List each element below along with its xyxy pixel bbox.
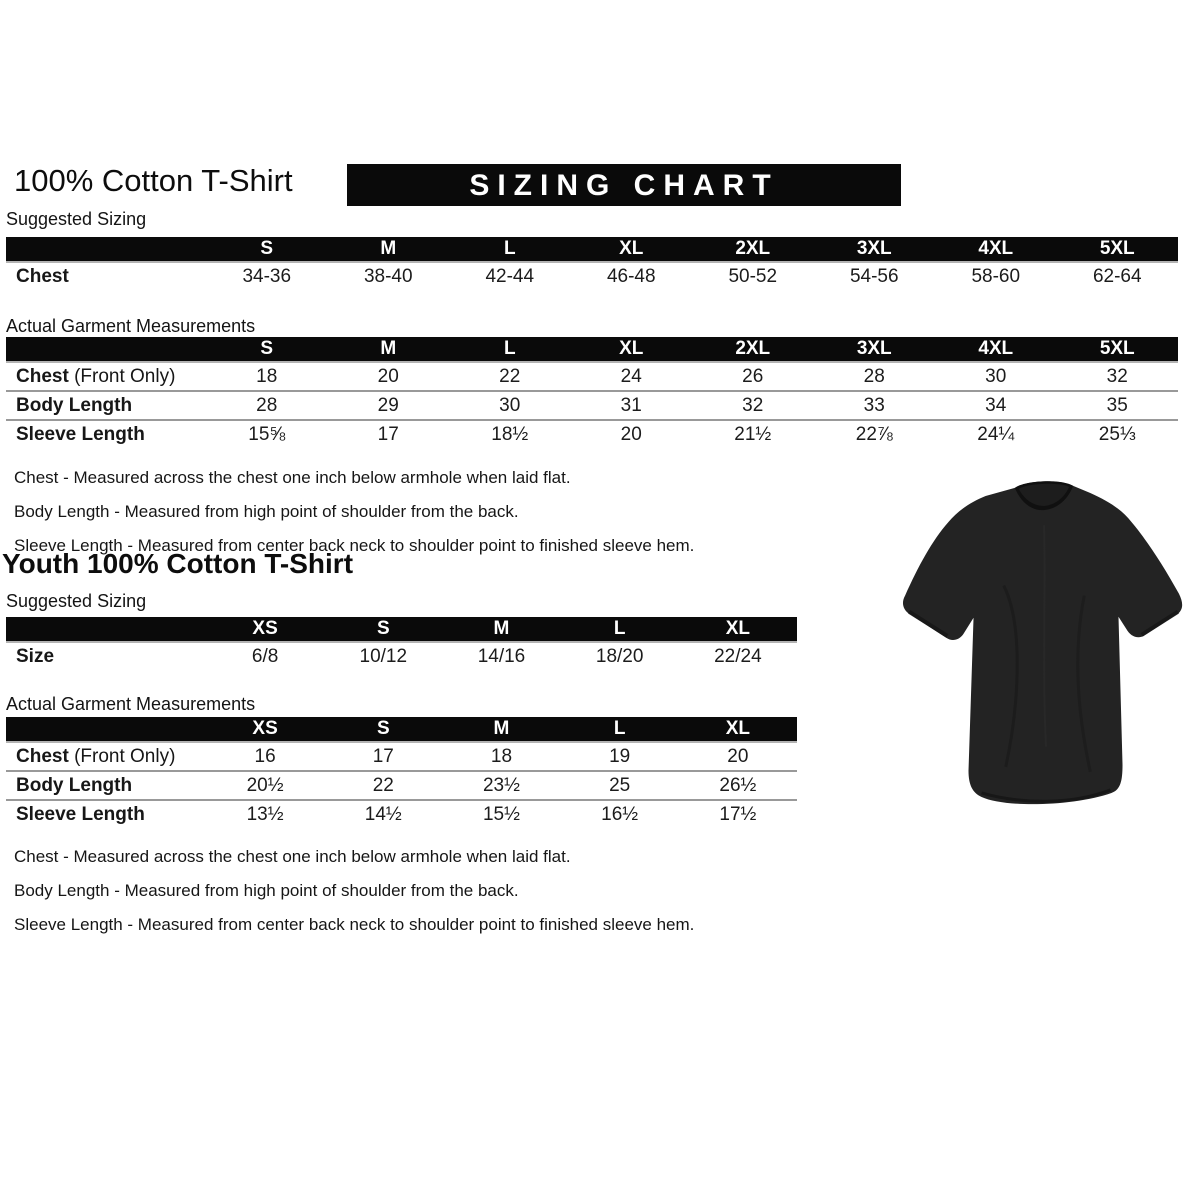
column-header-xl: XL: [725, 718, 751, 739]
column-header-s: S: [376, 618, 390, 639]
youth-title: Youth 100% Cotton T-Shirt: [2, 548, 354, 579]
youth-actual-measurements-table: [6, 717, 797, 829]
measurement-cell: 28: [863, 365, 885, 387]
note-line: Chest - Measured across the chest one inch below armhole when laid flat.: [14, 847, 571, 866]
youth-suggested-sizing-label: Suggested Sizing: [6, 591, 147, 611]
column-header-5xl: 5XL: [1099, 338, 1135, 359]
column-header-m: M: [380, 238, 397, 259]
measurement-cell: 19: [609, 745, 631, 767]
measurement-cell: 18½: [491, 424, 529, 445]
measurement-cell: 30: [499, 394, 521, 416]
measurement-cell: 26½: [719, 774, 757, 796]
measurement-cell: 22⅞: [855, 424, 893, 445]
size-header-row: [6, 337, 1178, 362]
measurement-cell: 20: [620, 424, 642, 445]
note-line: Sleeve Length - Measured from center back neck to shoulder point to finished sleeve hem.: [14, 915, 695, 934]
column-header-4xl: 4XL: [978, 338, 1014, 359]
measurement-cell: 18/20: [595, 646, 644, 667]
row-label: Chest (Front Only): [16, 365, 176, 387]
measurement-cell: 23½: [482, 774, 520, 796]
column-header-xl: XL: [619, 338, 644, 359]
measurement-cell: 42-44: [485, 266, 535, 287]
measurement-cell: 34-36: [242, 266, 292, 287]
measurement-cell: 14/16: [477, 646, 526, 667]
measurement-cell: 32: [742, 394, 764, 416]
measurement-cell: 46-48: [606, 266, 656, 287]
measurement-cell: 22: [372, 774, 394, 796]
measurement-cell: 35: [1106, 394, 1128, 416]
column-header-xs: XS: [252, 718, 278, 739]
note-line: Body Length - Measured from high point of shoulder from the back.: [14, 502, 519, 521]
measurement-cell: 6/8: [251, 646, 279, 667]
row-label: Sleeve Length: [16, 804, 145, 825]
column-header-l: L: [503, 238, 516, 259]
note-line: Body Length - Measured from high point of shoulder from the back.: [14, 881, 519, 900]
table-row: [6, 362, 1178, 391]
row-label: Size: [16, 646, 55, 667]
table-row: [6, 642, 797, 671]
column-header-m: M: [380, 338, 397, 359]
measurement-cell: 29: [377, 394, 399, 416]
measurement-cell: 15⅝: [248, 424, 286, 445]
column-header-xs: XS: [252, 618, 278, 639]
measurement-cell: 17½: [719, 804, 757, 825]
column-header-2xl: 2XL: [735, 338, 771, 359]
measurement-cell: 17: [377, 424, 399, 445]
row-label: Sleeve Length: [16, 424, 145, 445]
measurement-cell: 38-40: [363, 266, 413, 287]
measurement-cell: 20: [727, 745, 749, 767]
row-label: Body Length: [16, 774, 133, 796]
column-header-l: L: [613, 618, 626, 639]
measurement-cell: 24¼: [977, 424, 1015, 445]
tshirt-body: [903, 481, 1182, 804]
header-spacer: [6, 617, 206, 642]
youth-suggested-sizing-table: [6, 617, 797, 671]
table-row: [6, 771, 797, 800]
measurement-cell: 16½: [601, 804, 639, 825]
header-spacer: [6, 337, 206, 362]
table-row: [6, 800, 797, 829]
measurement-cell: 32: [1106, 365, 1128, 387]
column-header-m: M: [493, 618, 510, 639]
measurement-cell: 34: [985, 394, 1007, 416]
measurement-cell: 25: [609, 774, 631, 796]
measurement-cell: 16: [254, 745, 276, 767]
row-label: Chest: [16, 266, 69, 287]
column-header-m: M: [493, 718, 510, 739]
header-spacer: [6, 237, 206, 262]
column-header-s: S: [376, 718, 390, 739]
youth-actual-measurements-label: Actual Garment Measurements: [6, 694, 256, 714]
column-header-s: S: [260, 338, 274, 359]
adult-suggested-sizing-table: [6, 237, 1178, 291]
note-line: Chest - Measured across the chest one inch below armhole when laid flat.: [14, 468, 571, 487]
table-row: [6, 262, 1178, 291]
youth-measurement-notes: [14, 840, 694, 942]
column-header-2xl: 2XL: [735, 238, 771, 259]
measurement-cell: 22/24: [714, 646, 762, 667]
measurement-cell: 17: [372, 745, 394, 767]
measurement-cell: 20½: [246, 774, 284, 796]
row-label: Body Length: [16, 394, 133, 416]
column-header-xl: XL: [725, 618, 751, 639]
measurement-cell: 18: [490, 745, 513, 767]
measurement-cell: 54-56: [849, 266, 899, 287]
measurement-cell: 24: [620, 365, 642, 387]
measurement-cell: 22: [499, 365, 521, 387]
adult-actual-measurements-table: [6, 337, 1178, 449]
size-header-row: [6, 617, 797, 642]
note-line: Sleeve Length - Measured from center back neck to shoulder point to finished sleeve hem.: [14, 536, 695, 555]
measurement-cell: 10/12: [359, 646, 408, 667]
measurement-cell: 26: [742, 365, 764, 387]
table-row: [6, 391, 1178, 420]
table-row: [6, 742, 797, 771]
measurement-cell: 25⅓: [1098, 424, 1136, 445]
measurement-cell: 15½: [482, 804, 520, 825]
measurement-cell: 28: [256, 394, 278, 416]
measurement-cell: 21½: [734, 424, 772, 445]
table-row: [6, 420, 1178, 449]
measurement-cell: 31: [620, 394, 642, 416]
size-header-row: [6, 717, 797, 742]
measurement-cell: 30: [985, 365, 1007, 387]
measurement-cell: 20: [377, 365, 399, 387]
row-label: Chest (Front Only): [16, 745, 176, 767]
column-header-l: L: [613, 718, 626, 739]
measurement-cell: 58-60: [971, 266, 1021, 287]
measurement-cell: 50-52: [728, 266, 778, 287]
page-title: 100% Cotton T-Shirt: [14, 163, 293, 198]
measurement-cell: 14½: [364, 804, 402, 825]
header-spacer: [6, 717, 206, 742]
measurement-cell: 13½: [246, 804, 284, 825]
adult-actual-measurements-label: Actual Garment Measurements: [6, 316, 256, 336]
measurement-cell: 33: [863, 394, 885, 416]
measurement-cell: 62-64: [1092, 266, 1142, 287]
column-header-5xl: 5XL: [1099, 238, 1135, 259]
column-header-3xl: 3XL: [856, 238, 892, 259]
measurement-cell: 18: [256, 365, 278, 387]
column-header-3xl: 3XL: [856, 338, 892, 359]
column-header-s: S: [260, 238, 274, 259]
tshirt-product-image: [893, 464, 1195, 836]
column-header-l: L: [503, 338, 516, 359]
size-header-row: [6, 237, 1178, 262]
adult-suggested-sizing-label: Suggested Sizing: [6, 209, 147, 229]
column-header-xl: XL: [619, 238, 644, 259]
column-header-4xl: 4XL: [978, 238, 1014, 259]
sizing-chart-banner: SIZING CHART: [347, 164, 901, 206]
